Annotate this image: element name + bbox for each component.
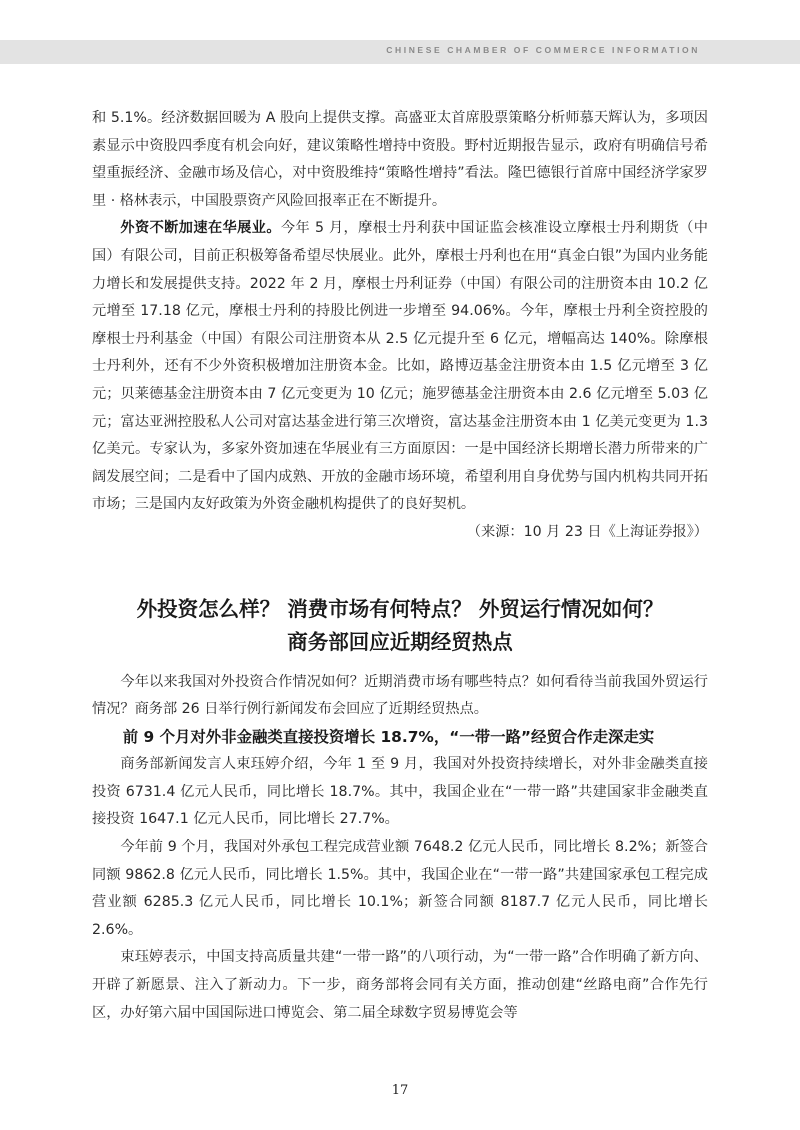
- article-title-line-2: 商务部回应近期经贸热点: [287, 629, 513, 654]
- publication-name: CHINESE CHAMBER OF COMMERCE INFORMATION: [386, 45, 700, 55]
- source-citation: （来源：10 月 23 日《上海证券报》）: [466, 523, 708, 540]
- section-subheading: 前 9 个月对外非金融类直接投资增长 18.7%，“一带一路”经贸合作走深走实: [122, 727, 655, 746]
- paragraph-lead: 外资不断加速在华展业。: [120, 220, 281, 237]
- article-intro: 今年以来我国对外投资合作情况如何？近期消费市场有哪些特点？如何看待当前我国外贸运行情况？商务部 26 日举行例行新闻发布会回应了近期经贸热点。: [92, 673, 708, 718]
- paragraph-belt-road: 束珏婷表示，中国支持高质量共建“一带一路”的八项行动，为“一带一路”合作明确了新方向、开辟了新愿景、注入了新动力。下一步，商务部将会同有关方面，推动创建“丝路电商”合作先行区，办好第六届中国国际进口博览会、第二届全球数字贸易博览会等: [92, 949, 708, 1021]
- paragraph-investment: 商务部新闻发言人束珏婷介绍，今年 1 至 9 月，我国对外投资持续增长，对外非金融类直接投资 6731.4 亿元人民币，同比增长 18.7%。其中，我国企业在“一带一路”共建国家非金融类直接投资 1647.1 亿元人民币，同比增长 27.7%。: [92, 756, 708, 828]
- article-title: [92, 593, 708, 659]
- paragraph-continued: 和 5.1%。经济数据回暖为 A 股向上提供支撑。高盛亚太首席股票策略分析师慕天辉认为，多项因素显示中资股四季度有机会向好，建议策略性增持中资股。野村近期报告显示，政府有明确信号希望重振经济、金融市场及信心，对中资股维持“策略性增持”看法。隆巴德银行首席中国经济学家罗里 · 格林表示，中国股票资产风险回报率正在不断提升。: [92, 110, 708, 209]
- page-number: 17: [391, 1083, 409, 1098]
- paragraph-contracting: 今年前 9 个月，我国对外承包工程完成营业额 7648.2 亿元人民币，同比增长 8.2%；新签合同额 9862.8 亿元人民币，同比增长 1.5%。其中，我国企业在“一带一路”共建国家承包工程完成营业额 6285.3 亿元人民币，同比增长 10.1%；新签合同额 8187.7 亿元人民币，同比增长 2.6%。: [92, 839, 708, 938]
- paragraph-foreign-capital: [92, 215, 708, 519]
- article-title-line-1: 外投资怎么样？ 消费市场有何特点？ 外贸运行情况如何？: [136, 596, 664, 621]
- paragraph-text: 今年 5 月，摩根士丹利获中国证监会核准设立摩根士丹利期货（中国）有限公司，目前正积极筹备希望尽快展业。此外，摩根士丹利也在用“真金白银”为国内业务能力增长和发展提供支持。2022 年 2 月，摩根士丹利证券（中国）有限公司的注册资本由 10.2 亿元增至 17.18 亿元，摩根士丹利的持股比例进一步增至 94.06%。今年，摩根士丹利全资控股的摩根士丹利基金（中国）有限公司注册资本从 2.5 亿元提升至 6 亿元，增幅高达 140%。除摩根士丹利外，还有不少外资积极增加注册资本金。比如，路博迈基金注册资本由 1.5 亿元增至 3 亿元；贝莱德基金注册资本由 7 亿元变更为 10 亿元；施罗德基金注册资本由 2.6 亿元增至 5.03 亿元；富达亚洲控股私人公司对富达基金进行第三次增资，富达基金注册资本由 1 亿美元变更为 1.3 亿美元。专家认为，多家外资加速在华展业有三方面原因：一是中国经济长期增长潜力所带来的广阔发展空间；二是看中了国内成熟、开放的金融市场环境，希望利用自身优势与国内机构共同开拓市场；三是国内友好政策为外资金融机构提供了的良好契机。: [92, 220, 708, 513]
- page-content: [92, 105, 708, 1027]
